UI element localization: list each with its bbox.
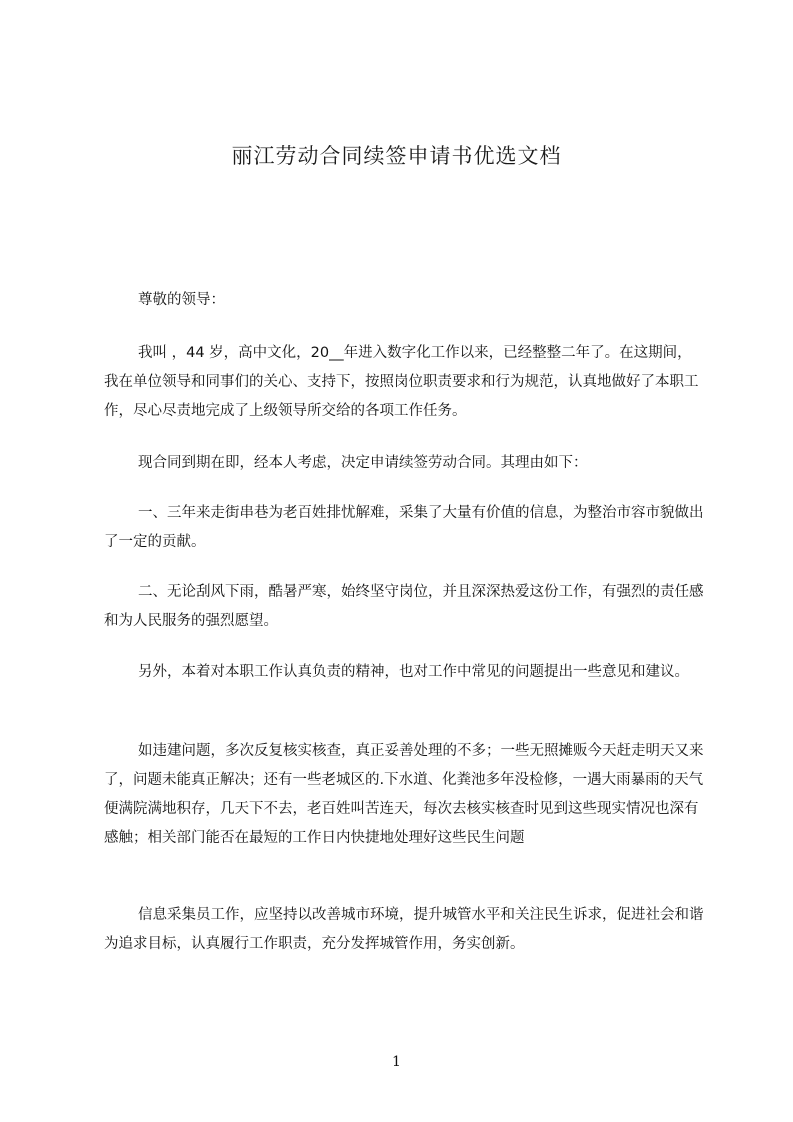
paragraph-conclusion: 信息采集员工作，应坚持以改善城市环境，提升城管水平和关注民生诉求，促进社会和谐为追求目标，认真履行工作职责，充分发挥城管作用，务实创新。 <box>104 907 704 952</box>
greeting: 尊敬的领导： <box>138 292 225 308</box>
paragraph-suggestions-intro: 另外，本着对本职工作认真负责的精神，也对工作中常见的问题提出一些意见和建议。 <box>138 664 689 680</box>
paragraph-renewal-request: 现合同到期在即，经本人考虑，决定申请续签劳动合同。其理由如下： <box>138 455 588 471</box>
document-title: 丽江劳动合同续签申请书优选文档 <box>231 144 562 168</box>
paragraph-intro: 我叫 ，44 岁，高中文化，20__年进入数字化工作以来，已经整整二年了。在这期间，我在单位领导和同事们的关心、支持下，按照岗位职责要求和行为规范，认真地做好了本职工作，尽心尽责地完成了上级领导所交给的各项工作任务。 <box>104 345 699 419</box>
paragraph-issues: 如违建问题，多次反复核实核查，真正妥善处理的不多；一些无照摊贩今天赶走明天又来了，问题未能真正解决；还有一些老城区的.下水道、化粪池多年没检修，一遇大雨暴雨的天气便满院满地积存，几天下不去，老百姓叫苦连天，每次去核实核查时见到这些现实情况也深有感触；相关部门能否在最短的工作日内快捷地处理好这些民生问题 <box>104 743 704 846</box>
paragraph-reason-one: 一、三年来走街串巷为老百姓排忧解难，采集了大量有价值的信息，为整治市容市貌做出了一定的贡献。 <box>104 505 704 550</box>
page-number: 1 <box>392 1054 401 1070</box>
paragraph-reason-two: 二、无论刮风下雨，酷暑严寒，始终坚守岗位，并且深深热爱这份工作，有强烈的责任感和为人民服务的强烈愿望。 <box>104 584 704 629</box>
